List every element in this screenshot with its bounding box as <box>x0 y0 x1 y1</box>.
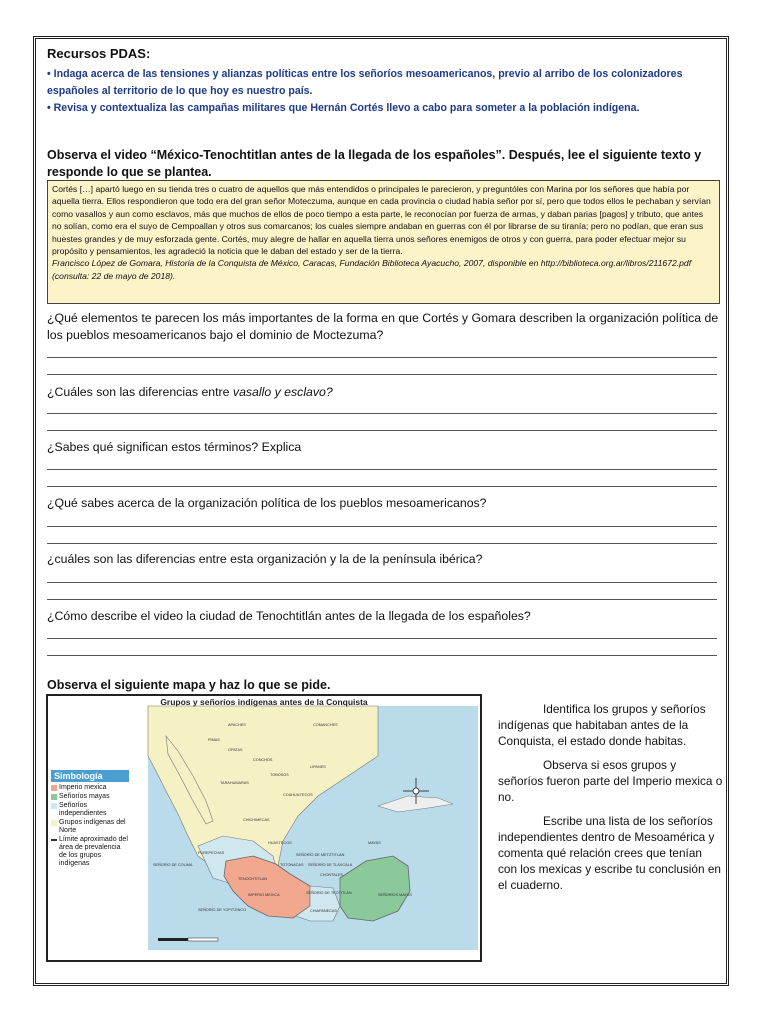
map-place-label: CHICHIMECAS <box>243 818 270 822</box>
answer-line[interactable] <box>47 582 717 583</box>
map-place-label: SEÑORÍO DE TEOTITLÁN <box>306 891 352 895</box>
quote-box <box>47 180 720 304</box>
map-place-label: SEÑORÍO DE METZTITLÁN <box>296 853 345 857</box>
map-place-label: HUASTECOS <box>268 841 292 845</box>
map-place-label: SEÑORÍOS MAYAS <box>378 893 412 897</box>
question-1: ¿Qué elementos te parecen los más importantes de la forma en que Cortés y Gomara describen la organización política de los pueblos mesoamericanos bajo el dominio de Moctezuma? <box>47 311 719 342</box>
map-place-label: OPATAS <box>228 748 243 752</box>
map-title: Grupos y señoríos indígenas antes de la Conquista <box>160 697 368 707</box>
answer-line[interactable] <box>47 486 717 487</box>
answer-line[interactable] <box>47 655 717 656</box>
map-place-label: PIMAS <box>208 738 220 742</box>
map-place-label: COAHUILTECOS <box>283 793 313 797</box>
answer-line[interactable] <box>47 638 717 639</box>
map-place-label: SEÑORÍO DE COLIMA <box>153 863 193 867</box>
map-place-label: TOTONACAS <box>280 863 304 867</box>
answer-line[interactable] <box>47 374 717 375</box>
map-legend <box>51 770 129 868</box>
legend-title: Simbología <box>51 770 129 782</box>
answer-line[interactable] <box>47 430 717 431</box>
map-section-title: Observa el siguiente mapa y haz lo que se pide. <box>47 678 331 692</box>
map-place-label: PUREPECHAS <box>198 851 225 855</box>
question-4: ¿Qué sabes acerca de la organización política de los pueblos mesoamericanos? <box>47 496 487 510</box>
question-2: ¿Cuáles son las diferencias entre vasallo y esclavo? <box>47 385 333 399</box>
answer-line[interactable] <box>47 469 717 470</box>
map-place-label: CHIAPANECAS <box>310 909 337 913</box>
quote-reference: Francisco López de Gomara, Historia de la Conquista de México, Caracas, Fundación Biblioteca Ayacucho, 2007, disponible en http://biblioteca.org.ar/libros/211672.pdf (consulta: 22 de mayo de 2018). <box>52 258 692 281</box>
map-place-label: LIPANES <box>310 765 326 769</box>
map-instruction-2: Observa si esos grupos y señoríos fueron parte del Imperio mexica o no. <box>498 758 723 804</box>
question-3: ¿Sabes qué significan estos términos? Explica <box>47 440 302 454</box>
reading-instruction: Observa el video “México-Tenochtitlan antes de la llegada de los españoles”. Después, lee el siguiente texto y responde lo que se plantea. <box>47 148 702 179</box>
answer-line[interactable] <box>47 599 717 600</box>
map-instruction-3: Escribe una lista de los señoríos independientes dentro de Mesoamérica y comenta qué relación crees que tenían con los mexicas y escribe tu conclusión en el cuaderno. <box>498 814 721 892</box>
map-place-label: IMPERIO MEXICA <box>248 893 280 897</box>
legend-item: Límite aproximado del área de prevalencia de los grupos indígenas <box>51 836 129 868</box>
map-place-label: TARAHUMARAS <box>220 781 249 785</box>
map-place-label: APACHES <box>228 723 246 727</box>
map-place-label: COMANCHES <box>313 723 338 727</box>
resources-bullet-1: • Indaga acerca de las tensiones y alianzas políticas entre los señoríos mesoamericanos, previo al arribo de los colonizadores españoles al territorio de lo que hoy es nuestro país. <box>47 68 683 97</box>
map-place-label: CHONTALES <box>320 873 343 877</box>
answer-line[interactable] <box>47 413 717 414</box>
legend-item: Grupos indígenas del Norte <box>51 819 129 835</box>
map-place-label: SEÑORÍO DE YOPITZINCO <box>198 908 247 912</box>
map-place-label: MAYAS <box>368 841 381 845</box>
question-6: ¿Cómo describe el video la ciudad de Tenochtitlán antes de la llegada de los españoles? <box>47 609 531 623</box>
map-instruction-1: Identifica los grupos y señoríos indígenas que habitaban antes de la Conquista, el estado donde habitas. <box>498 702 706 748</box>
map-place-label: CONCHOS <box>253 758 273 762</box>
quote-text: Cortés […] apartó luego en su tienda tres o cuatro de aquellos que más entendidos o principales le parecieron, y preguntóles con Marina por los señores que había por aquella tierra. Ellos respondieron que todo era del gran señor Moteczuma, aunque en cada provincia o ciudad había señor por sí, pero que todos ellos le pechaban y servían como vasallos y aun como esclavos, más que muchos de ellos de poco tiempo a esta parte, le reconocían por fuerza de armas, y daban parias [pagos] y tributo, que antes no solían, como era el suyo de Cempoallan y otros sus comarcanos; los cuales siempre andaban en guerras con él por librarse de su tiranía; pero no podían, que eran sus huestes grandes y de muy esforzada gente. Cortés, muy alegre de hallar en aquella tierra unos señores enemigos de otros y con guerra, para poder efectuar mejor su propósito y pensamientos, les agradeció la noticia que le daban del estado y ser de la tierra. <box>52 184 711 257</box>
answer-line[interactable] <box>47 526 717 527</box>
legend-item: Imperio mexica <box>51 784 129 792</box>
map-instructions <box>498 701 723 893</box>
map-place-label: TENOCHTITLAN <box>238 877 268 881</box>
resources-bullet-2: • Revisa y contextualiza las campañas militares que Hernán Cortés llevo a cabo para someter a la población indígena. <box>47 102 640 114</box>
historical-map <box>46 694 482 962</box>
answer-line[interactable] <box>47 357 717 358</box>
answer-line[interactable] <box>47 543 717 544</box>
question-5: ¿cuáles son las diferencias entre esta organización y la de la península ibérica? <box>47 552 483 566</box>
map-place-label: SEÑORÍO DE TLAXCALA <box>308 863 353 867</box>
map-place-label: TOBOSOS <box>270 773 289 777</box>
legend-item: Señoríos mayas <box>51 793 129 801</box>
legend-item: Señoríos independientes <box>51 802 129 818</box>
resources-title: Recursos PDAS: <box>47 46 151 61</box>
